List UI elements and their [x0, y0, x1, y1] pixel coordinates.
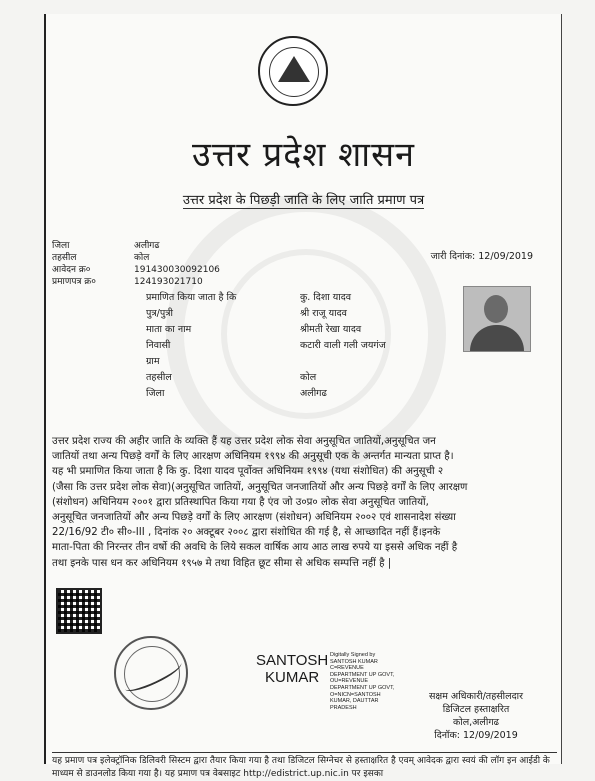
- body-line: (संशोधन) अधिनियम २००१ द्वारा प्रतिस्थापित किया गया है एंव जो उ०प्र० लोक सेवा अनुसूचित जातियों,: [52, 496, 429, 508]
- footer-note: यह प्रमाण पत्र इलेक्ट्रॉनिक डिलिवरी सिस्टम द्वारा तैयार किया गया है तथा डिजिटल सिग्नेचर से हस्ताक्षरित है एवम् आवेदक द्वारा स्वयं की लॉग इन आईडी के माध्यम से डाउनलोड किया गया है। यह प्रमाण पत्र वेबसाइट http://edistrict.up.nic.in पर इसका: [52, 752, 557, 781]
- field-label: जिला: [146, 388, 165, 399]
- digital-signature-details: [330, 652, 400, 711]
- signer-line: KUMAR: [265, 669, 320, 686]
- sig-detail: KUMAR, DAUTTAR: [330, 698, 379, 705]
- field-value: कोल: [300, 372, 317, 383]
- field-label: माता का नाम: [146, 324, 192, 335]
- tehsil-label: तहसील: [52, 253, 77, 263]
- certificate-label: प्रमाणपत्र क्र०: [52, 277, 96, 287]
- field-value: कटारी वाली गली जयगंज: [300, 340, 386, 351]
- sig-detail: DEPARTMENT UP GOVT,: [330, 671, 395, 678]
- certificate-page: [44, 14, 562, 779]
- certificate-value: 124193021710: [134, 277, 203, 287]
- field-label: पुत्र/पुत्री: [146, 308, 173, 319]
- body-line: जातियों तथा अन्य पिछड़े वर्गों के लिए आरक्षण अधिनियम १९९४ की अनुसूची एक के अन्तर्गत मान्यता प्राप्त है।: [52, 451, 454, 463]
- body-line: (जैसा कि उत्तर प्रदेश लोक सेवा)(अनुसूचित जातियों, अनुसूचित जनजातियों और अन्य पिछड़े वर्गों के लिए आरक्षण: [52, 481, 468, 493]
- officer-line: डिजिटल हस्ताक्षरित: [442, 704, 510, 715]
- sig-detail: C=REVENUE: [330, 665, 364, 672]
- digital-signer-name: [256, 652, 328, 686]
- officer-line: सक्षम अधिकारी/तहसीलदार: [429, 691, 523, 702]
- page-title: उत्तर प्रदेश शासन: [192, 135, 415, 175]
- field-value: अलीगढ: [300, 388, 327, 399]
- details-block: [46, 290, 466, 410]
- sig-detail: Digitally Signed by: [330, 652, 376, 658]
- issue-date: जारी दिनांक: 12/09/2019: [430, 251, 533, 262]
- body-line: यह भी प्रमाणित किया जाता है कि कु. दिशा यादव पूर्वोक्त अधिनियम १९९४ (यथा संशोधित) की अनुसूची २: [52, 466, 444, 478]
- field-value: कु. दिशा यादव: [300, 292, 352, 303]
- body-line: अनुसूचित जनजातियों और अन्य पिछड़े वर्गों के लिए आरक्षण (संशोधन) अधिनियम २००२ एवं शासनादेश संख्या: [52, 512, 456, 524]
- district-label: जिला: [52, 241, 70, 251]
- field-label: निवासी: [146, 340, 171, 351]
- officer-line: दिनॉक: 12/09/2019: [434, 730, 518, 741]
- body-line: 22/16/92 टी० सी०-III , दिनांक २० अक्टूबर २००८ द्वारा संशोधित की गई है, से आच्छादित नहीं हैं।इनके: [52, 527, 441, 539]
- sig-detail: PRADESH: [330, 704, 357, 711]
- district-value: अलीगढ: [134, 241, 160, 251]
- sig-detail: DEPARTMENT UP GOVT,: [330, 684, 395, 691]
- field-label: प्रमाणित किया जाता है कि: [146, 292, 237, 303]
- meta-block: [46, 240, 246, 290]
- sig-detail: SANTOSH KUMAR: [330, 658, 378, 665]
- qr-code-icon: [56, 588, 102, 634]
- tehsil-value: कोल: [134, 253, 150, 263]
- issuing-officer: [416, 690, 536, 742]
- application-label: आवेदन क्र०: [52, 265, 91, 275]
- field-value: श्री राजू यादव: [300, 308, 347, 319]
- sig-detail: OU=REVENUE: [330, 678, 369, 685]
- applicant-photo: [463, 286, 531, 352]
- body-line: तथा इनके पास धन कर अधिनियम १९५७ मे तथा विहित छूट सीमा से अधिक सम्पत्ति नहीं है |: [52, 557, 392, 569]
- official-stamp: [114, 636, 188, 710]
- field-label: ग्राम: [146, 356, 160, 367]
- body-line: माता-पिता की निरन्तर तीन वर्षो की अवधि के लिये सकल वार्षिक आय आठ लाख रुपये या इससे अधिक नहीं है: [52, 542, 458, 554]
- field-value: श्रीमती रेखा यादव: [300, 324, 362, 335]
- body-line: उत्तर प्रदेश राज्य की अहीर जाति के व्यक्ति हैं यह उत्तर प्रदेश लोक सेवा अनुसूचित जातियों,अनुसूचित जन: [52, 436, 436, 447]
- state-emblem-icon: [258, 36, 328, 106]
- certificate-subtitle: उत्तर प्रदेश के पिछड़ी जाति के लिए जाति प्रमाण पत्र: [182, 193, 425, 208]
- application-value: 191430030092106: [134, 265, 220, 275]
- officer-line: कोल,अलीगढ: [452, 717, 500, 728]
- certificate-body: [52, 434, 555, 571]
- field-label: तहसील: [146, 372, 172, 383]
- sig-detail: O=NICN=SANTOSH: [330, 691, 381, 698]
- signer-line: SANTOSH: [256, 652, 329, 669]
